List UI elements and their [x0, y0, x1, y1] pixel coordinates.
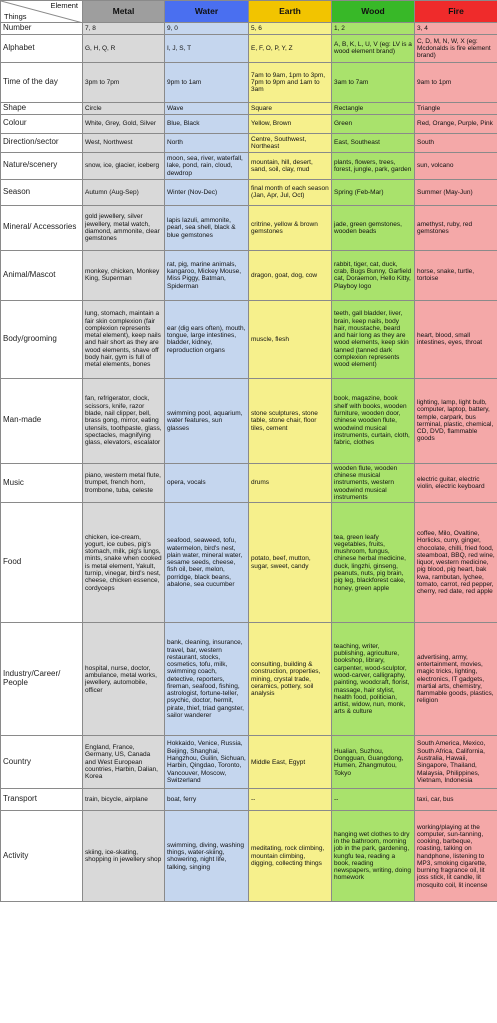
row-label: Alphabet — [1, 34, 83, 62]
cell-metal: 3pm to 7pm — [83, 62, 165, 102]
cell-earth: muscle, flesh — [249, 300, 332, 378]
cell-earth: drums — [249, 463, 332, 502]
table-row — [1, 250, 497, 300]
cell-wood: wooden flute, wooden chinese musical instruments, western woodwind musical instruments — [332, 463, 415, 502]
cell-metal: monkey, chicken, Monkey King, Superman — [83, 250, 165, 300]
table-row — [1, 133, 497, 152]
row-label: Country — [1, 736, 83, 789]
row-label: Music — [1, 463, 83, 502]
corner-header — [1, 1, 83, 23]
cell-water: Blue, Black — [165, 114, 249, 133]
cell-fire: 3, 4 — [415, 23, 497, 35]
cell-fire: South America, Mexico, South Africa, California, Australia, Hawaii, Singapore, Thailand, Malaysia, Philippines, Vietnam, Indonesia — [415, 736, 497, 789]
cell-earth: final month of each season (Jan, Apr, Jul, Oct) — [249, 179, 332, 205]
table-row — [1, 62, 497, 102]
cell-water: bank, cleaning, insurance, travel, bar, western restaurant, stocks, cosmetics, tofu, milk, swimming coach, detective, reporters, fireman, seafood, fishing, astrologist, fortune-teller, psychic, doctor, hermit, pirate, thief, triad gangster, sailor wanderer — [165, 623, 249, 736]
cell-water: Hokkaido, Venice, Russia, Beijing, Shanghai, Hangzhou, Guilin, Sichuan, Harbin, Qingdao, Toronto, Vancouver, Moscow, Switzerland — [165, 736, 249, 789]
cell-wood: -- — [332, 789, 415, 811]
cell-wood: East, Southeast — [332, 133, 415, 152]
cell-wood: jade, green gemstones, wooden beads — [332, 205, 415, 250]
table-row — [1, 152, 497, 179]
cell-water: ear (dig ears often), mouth, tongue, large intestines, bladder, kidney, reproduction organs — [165, 300, 249, 378]
row-label: Shape — [1, 102, 83, 114]
table-row — [1, 623, 497, 736]
cell-fire: heart, blood, small intestines, eyes, throat — [415, 300, 497, 378]
cell-earth: Yellow, Brown — [249, 114, 332, 133]
corner-things-label: Things — [4, 11, 27, 21]
row-label: Direction/sector — [1, 133, 83, 152]
cell-wood: teeth, gall bladder, liver, brain, keep nails, body hair, moustache, beard and hair long as they are wood elements, keep skin tanned (tanned dark complexion represents wood element) — [332, 300, 415, 378]
table-row — [1, 179, 497, 205]
cell-wood: Rectangle — [332, 102, 415, 114]
cell-fire: amethyst, ruby, red gemstones — [415, 205, 497, 250]
cell-wood: A, B, K, L, U, V (eg: LV is a wood element brand) — [332, 34, 415, 62]
cell-fire: electric guitar, electric violin, electric keyboard — [415, 463, 497, 502]
cell-water: rat, pig, marine animals, kangaroo, Mickey Mouse, Miss Piggy, Batman, Spiderman — [165, 250, 249, 300]
table-row — [1, 789, 497, 811]
cell-wood: rabbit, tiger, cat, duck, crab, Bugs Bunny, Garfield cat, Doraemon, Hello Kitty, Playboy logo — [332, 250, 415, 300]
cell-earth: Square — [249, 102, 332, 114]
table-row — [1, 102, 497, 114]
cell-fire: Red, Orange, Purple, Pink — [415, 114, 497, 133]
table-row — [1, 463, 497, 502]
corner-element-label: Element — [50, 1, 78, 10]
cell-wood: 1, 2 — [332, 23, 415, 35]
cell-water: I, J, S, T — [165, 34, 249, 62]
cell-fire: working/playing at the computer, sun-tanning, cooking, barbeque, roasting, talking on handphone, listening to MP3, smoking cigarette, burning fragrance oil, lit joss stick, lit candle, lit mosquito coil, lit incense — [415, 811, 497, 902]
table-row — [1, 736, 497, 789]
cell-water: Wave — [165, 102, 249, 114]
header-row — [1, 1, 497, 23]
table-row — [1, 23, 497, 35]
header-earth: Earth — [249, 1, 332, 23]
cell-fire: C, D, M, N, W, X (eg: Mcdonalds is fire element brand) — [415, 34, 497, 62]
cell-metal: West, Northwest — [83, 133, 165, 152]
row-label: Man-made — [1, 378, 83, 463]
cell-metal: Autumn (Aug-Sep) — [83, 179, 165, 205]
cell-wood: teaching, writer, publishing, agriculture, bookshop, library, carpenter, wood-sculptor, wood-carver, calligraphy, painting, woodcraft, florist, massage, hair stylist, health food, politician, artist, widow, nun, monk, arts & culture — [332, 623, 415, 736]
row-label: Season — [1, 179, 83, 205]
cell-water: 9pm to 1am — [165, 62, 249, 102]
cell-earth: potato, beef, mutton, sugar, sweet, candy — [249, 503, 332, 623]
row-label: Time of the day — [1, 62, 83, 102]
cell-water: boat, ferry — [165, 789, 249, 811]
row-label: Transport — [1, 789, 83, 811]
cell-earth: consulting, building & construction, properties, mining, crystal trade, ceramics, pottery, soil analysis — [249, 623, 332, 736]
header-water: Water — [165, 1, 249, 23]
cell-water: seafood, seaweed, tofu, watermelon, bird's nest, plain water, mineral water, sesame seeds, cheese, fish oil, beer, melon, porridge, black beans, abalone, sea cucumber — [165, 503, 249, 623]
cell-metal: Circle — [83, 102, 165, 114]
table-row — [1, 300, 497, 378]
cell-earth: dragon, goat, dog, cow — [249, 250, 332, 300]
row-label: Industry/Career/ People — [1, 623, 83, 736]
cell-fire: sun, volcano — [415, 152, 497, 179]
row-label: Activity — [1, 811, 83, 902]
cell-wood: tea, green leafy vegetables, fruits, mushroom, fungus, chinese herbal medicine, duck, lingzhi, ginseng, peanuts, nuts, pig brain, pig leg, blackforest cake, honey, green apple — [332, 503, 415, 623]
cell-earth: Middle East, Egypt — [249, 736, 332, 789]
header-metal: Metal — [83, 1, 165, 23]
table-row — [1, 811, 497, 902]
cell-earth: 7am to 9am, 1pm to 3pm, 7pm to 9pm and 1am to 3am — [249, 62, 332, 102]
row-label: Animal/Mascot — [1, 250, 83, 300]
cell-metal: snow, ice, glacier, iceberg — [83, 152, 165, 179]
cell-fire: advertising, army, entertainment, movies, magic tricks, lighting, electronics, IT gadgets, martial arts, chemistry, flammable goods, plastics, religion — [415, 623, 497, 736]
cell-fire: horse, snake, turtle, tortoise — [415, 250, 497, 300]
cell-water: North — [165, 133, 249, 152]
cell-metal: 7, 8 — [83, 23, 165, 35]
cell-fire: lighting, lamp, light bulb, computer, laptop, battery, temple, carpark, bus terminal, plastic, chemical, CD, DVD, flammable goods — [415, 378, 497, 463]
cell-water: opera, vocals — [165, 463, 249, 502]
cell-earth: 5, 6 — [249, 23, 332, 35]
cell-wood: plants, flowers, trees, forest, jungle, park, garden — [332, 152, 415, 179]
cell-metal: chicken, ice-cream, yogurt, ice cubes, pig's stomach, milk, pig's lungs, mints, snake when cooked is metal element, Yakult, turnip, vinegar, bird's nest, cheese, chicken essence, cordyceps — [83, 503, 165, 623]
row-label: Nature/scenery — [1, 152, 83, 179]
cell-water: swimming pool, aquarium, water features, sun glasses — [165, 378, 249, 463]
cell-earth: Centre, Southwest, Northeast — [249, 133, 332, 152]
cell-metal: train, bicycle, airplane — [83, 789, 165, 811]
cell-water: swimming, diving, washing things, water-skiing, showering, night life, talking, singing — [165, 811, 249, 902]
cell-fire: 9am to 1pm — [415, 62, 497, 102]
cell-metal: fan, refrigerator, clock, scissors, knife, razor blade, nail clipper, bell, brass gong, mirror, eating utensils, toothpaste, glass, spectacles, magnifying glass, elevators, escalator — [83, 378, 165, 463]
table-row — [1, 114, 497, 133]
cell-earth: critrine, yellow & brown gemstones — [249, 205, 332, 250]
cell-earth: meditating, rock climbing, mountain climbing, digging, collecting things — [249, 811, 332, 902]
cell-wood: 3am to 7am — [332, 62, 415, 102]
cell-earth: mountain, hill, desert, sand, soil, clay, mud — [249, 152, 332, 179]
table-row — [1, 205, 497, 250]
table-body — [1, 23, 497, 902]
cell-water: lapis lazuli, ammonite, pearl, sea shell, black & blue gemstones — [165, 205, 249, 250]
cell-fire: Triangle — [415, 102, 497, 114]
cell-wood: Green — [332, 114, 415, 133]
cell-metal: lung, stomach, maintain a fair skin complexion (fair complexion represents metal element), keep nails and hair short as they are wood elements, shave off body hair, gym is full of metal elements, bones — [83, 300, 165, 378]
cell-metal: skiing, ice-skating, shopping in jewellery shop — [83, 811, 165, 902]
cell-earth: stone sculptures, stone table, stone chair, floor tiles, cement — [249, 378, 332, 463]
header-wood: Wood — [332, 1, 415, 23]
cell-metal: gold jewellery, silver jewellery, metal watch, diamond, ammonite, clear gemstones — [83, 205, 165, 250]
cell-earth: -- — [249, 789, 332, 811]
row-label: Mineral/ Accessories — [1, 205, 83, 250]
row-label: Number — [1, 23, 83, 35]
cell-wood: book, magazine, book shelf with books, wooden furniture, wooden door, chinese wooden flute, woodwind musical instruments, curtain, cloth, fabric, clothes — [332, 378, 415, 463]
header-fire: Fire — [415, 1, 497, 23]
row-label: Food — [1, 503, 83, 623]
row-label: Colour — [1, 114, 83, 133]
cell-water: moon, sea, river, waterfall, lake, pond, rain, cloud, dewdrop — [165, 152, 249, 179]
cell-wood: Hualian, Suzhou, Dongguan, Guangdong, Humen, Zhangmutou, Tokyo — [332, 736, 415, 789]
cell-metal: G, H, Q, R — [83, 34, 165, 62]
cell-earth: E, F, O, P, Y, Z — [249, 34, 332, 62]
cell-metal: piano, western metal flute, trumpet, french horn, trombone, tuba, celeste — [83, 463, 165, 502]
cell-water: Winter (Nov-Dec) — [165, 179, 249, 205]
cell-fire: taxi, car, bus — [415, 789, 497, 811]
cell-fire: Summer (May-Jun) — [415, 179, 497, 205]
table-row — [1, 378, 497, 463]
cell-water: 9, 0 — [165, 23, 249, 35]
table-row — [1, 503, 497, 623]
row-label: Body/grooming — [1, 300, 83, 378]
cell-fire: South — [415, 133, 497, 152]
cell-metal: hospital, nurse, doctor, ambulance, metal works, jewellery, automobile, officer — [83, 623, 165, 736]
cell-wood: hanging wet clothes to dry in the bathroom, morning job in the park, gardening, kungfu tea, reading a book, reading newspapers, writing, doing homework — [332, 811, 415, 902]
cell-metal: White, Grey, Gold, Silver — [83, 114, 165, 133]
table-row — [1, 34, 497, 62]
cell-metal: England, France, Germany, US, Canada and West European countries, Harbin, Dalian, Korea — [83, 736, 165, 789]
cell-wood: Spring (Feb-Mar) — [332, 179, 415, 205]
cell-fire: coffee, Milo, Ovaltine, Horlicks, curry, ginger, chocolate, chilli, fried food, steamboat, BBQ, red wine, liquor, western medicine, pig blood, pig heart, bak kwa, rambutan, lychee, tomato, carrot, red pepper, cherry, red date, red apple — [415, 503, 497, 623]
